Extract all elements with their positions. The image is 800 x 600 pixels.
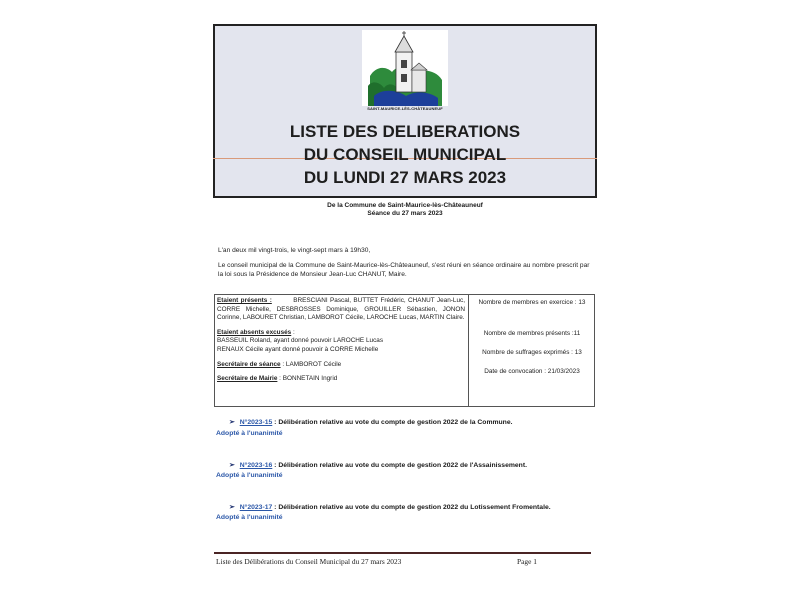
present-label: Etaient présents : bbox=[217, 297, 272, 304]
title-line-3: DU LUNDI 27 MARS 2023 bbox=[303, 168, 507, 187]
page-number: Page 1 bbox=[517, 557, 537, 566]
members-exercise: Nombre de membres en exercice : 13 bbox=[478, 299, 586, 306]
footer-rule bbox=[214, 552, 591, 554]
attendance-left-cell bbox=[217, 297, 465, 384]
deliberation-text: : Délibération relative au vote du compte de gestion 2022 de la Commune. bbox=[272, 419, 513, 426]
deliberation-result: Adopté à l'unanimité bbox=[216, 472, 283, 479]
absent-block bbox=[217, 329, 465, 355]
absent-label: Etaient absents excusés bbox=[217, 328, 292, 336]
church-tower-logo-icon bbox=[362, 30, 448, 106]
mairie-block bbox=[217, 375, 465, 384]
absent-suffix: : bbox=[291, 328, 295, 336]
footer-title: Liste des Délibérations du Conseil Municipal du 27 mars 2023 bbox=[216, 557, 402, 566]
title-line-1: LISTE DES DELIBERATIONS bbox=[289, 122, 521, 141]
title-line-2: DU CONSEIL MUNICIPAL bbox=[303, 145, 507, 164]
commune-subtitle: De la Commune de Saint-Maurice-lès-Châteauneuf bbox=[327, 202, 483, 209]
deliberation-number[interactable]: N°2023-16 bbox=[239, 462, 273, 469]
absent-line-2: RENAUX Cécile ayant donné pouvoir à CORRE Michelle bbox=[217, 345, 379, 353]
members-present: Nombre de membres présents :11 bbox=[483, 330, 581, 337]
deliberation-result: Adopté à l'unanimité bbox=[216, 430, 283, 437]
deliberation-text: : Délibération relative au vote du compte de gestion 2022 de l'Assainissement. bbox=[272, 462, 527, 469]
commune-logo bbox=[362, 30, 448, 106]
mairie-label: Secrétaire de Mairie bbox=[217, 375, 278, 383]
convocation-date: Date de convocation : 21/03/2023 bbox=[484, 368, 580, 375]
arrow-bullet-icon: ➢ bbox=[229, 504, 235, 511]
deliberation-item bbox=[229, 503, 551, 511]
arrow-bullet-icon: ➢ bbox=[229, 462, 235, 469]
secretary-label: Secrétaire de séance bbox=[217, 360, 281, 368]
logo-caption: SAINT-MAURICE-LÈS-CHÂTEAUNEUF bbox=[367, 106, 443, 111]
secretary-block bbox=[217, 361, 465, 370]
present-names: BRESCIANI Pascal, BUTTET Frédéric, CHANUT Jean-Luc, CORRE Michelle, DESBROSSES Dominique, GROUILLER Sébastien, JONON Corinne, LABOURET Christian, LAMBOROT Cécile, LAROCHE Lucas, MARTIN Claire. bbox=[217, 297, 466, 322]
arrow-bullet-icon: ➢ bbox=[229, 419, 235, 426]
deliberation-number[interactable]: N°2023-17 bbox=[239, 504, 273, 511]
votes-cast: Nombre de suffrages exprimés : 13 bbox=[482, 349, 582, 356]
intro-date: L'an deux mil vingt-trois, le vingt-sept mars à 19h30, bbox=[218, 247, 371, 254]
deliberation-result: Adopté à l'unanimité bbox=[216, 514, 283, 521]
deliberation-text: : Délibération relative au vote du compte de gestion 2022 du Lotissement Fromentale. bbox=[272, 504, 551, 511]
secretary-value: : LAMBOROT Cécile bbox=[280, 360, 342, 368]
absent-line-1: BASSEUIL Roland, ayant donné pouvoir LAROCHE Lucas bbox=[217, 337, 384, 345]
seance-subtitle: Séance du 27 mars 2023 bbox=[367, 210, 443, 217]
deliberation-number[interactable]: N°2023-15 bbox=[239, 419, 273, 426]
attendance-divider bbox=[468, 294, 469, 407]
intro-statement: Le conseil municipal de la Commune de Saint-Maurice-lès-Châteauneuf, s'est réuni en séance ordinaire au nombre prescrit par la loi sous la Présidence de Monsieur Jean-Luc CHANUT, Maire. bbox=[218, 262, 590, 278]
deliberation-item bbox=[229, 418, 513, 426]
mairie-value: : BONNETAIN Ingrid bbox=[277, 375, 338, 383]
deliberation-item bbox=[229, 461, 527, 469]
present-block bbox=[217, 297, 465, 323]
